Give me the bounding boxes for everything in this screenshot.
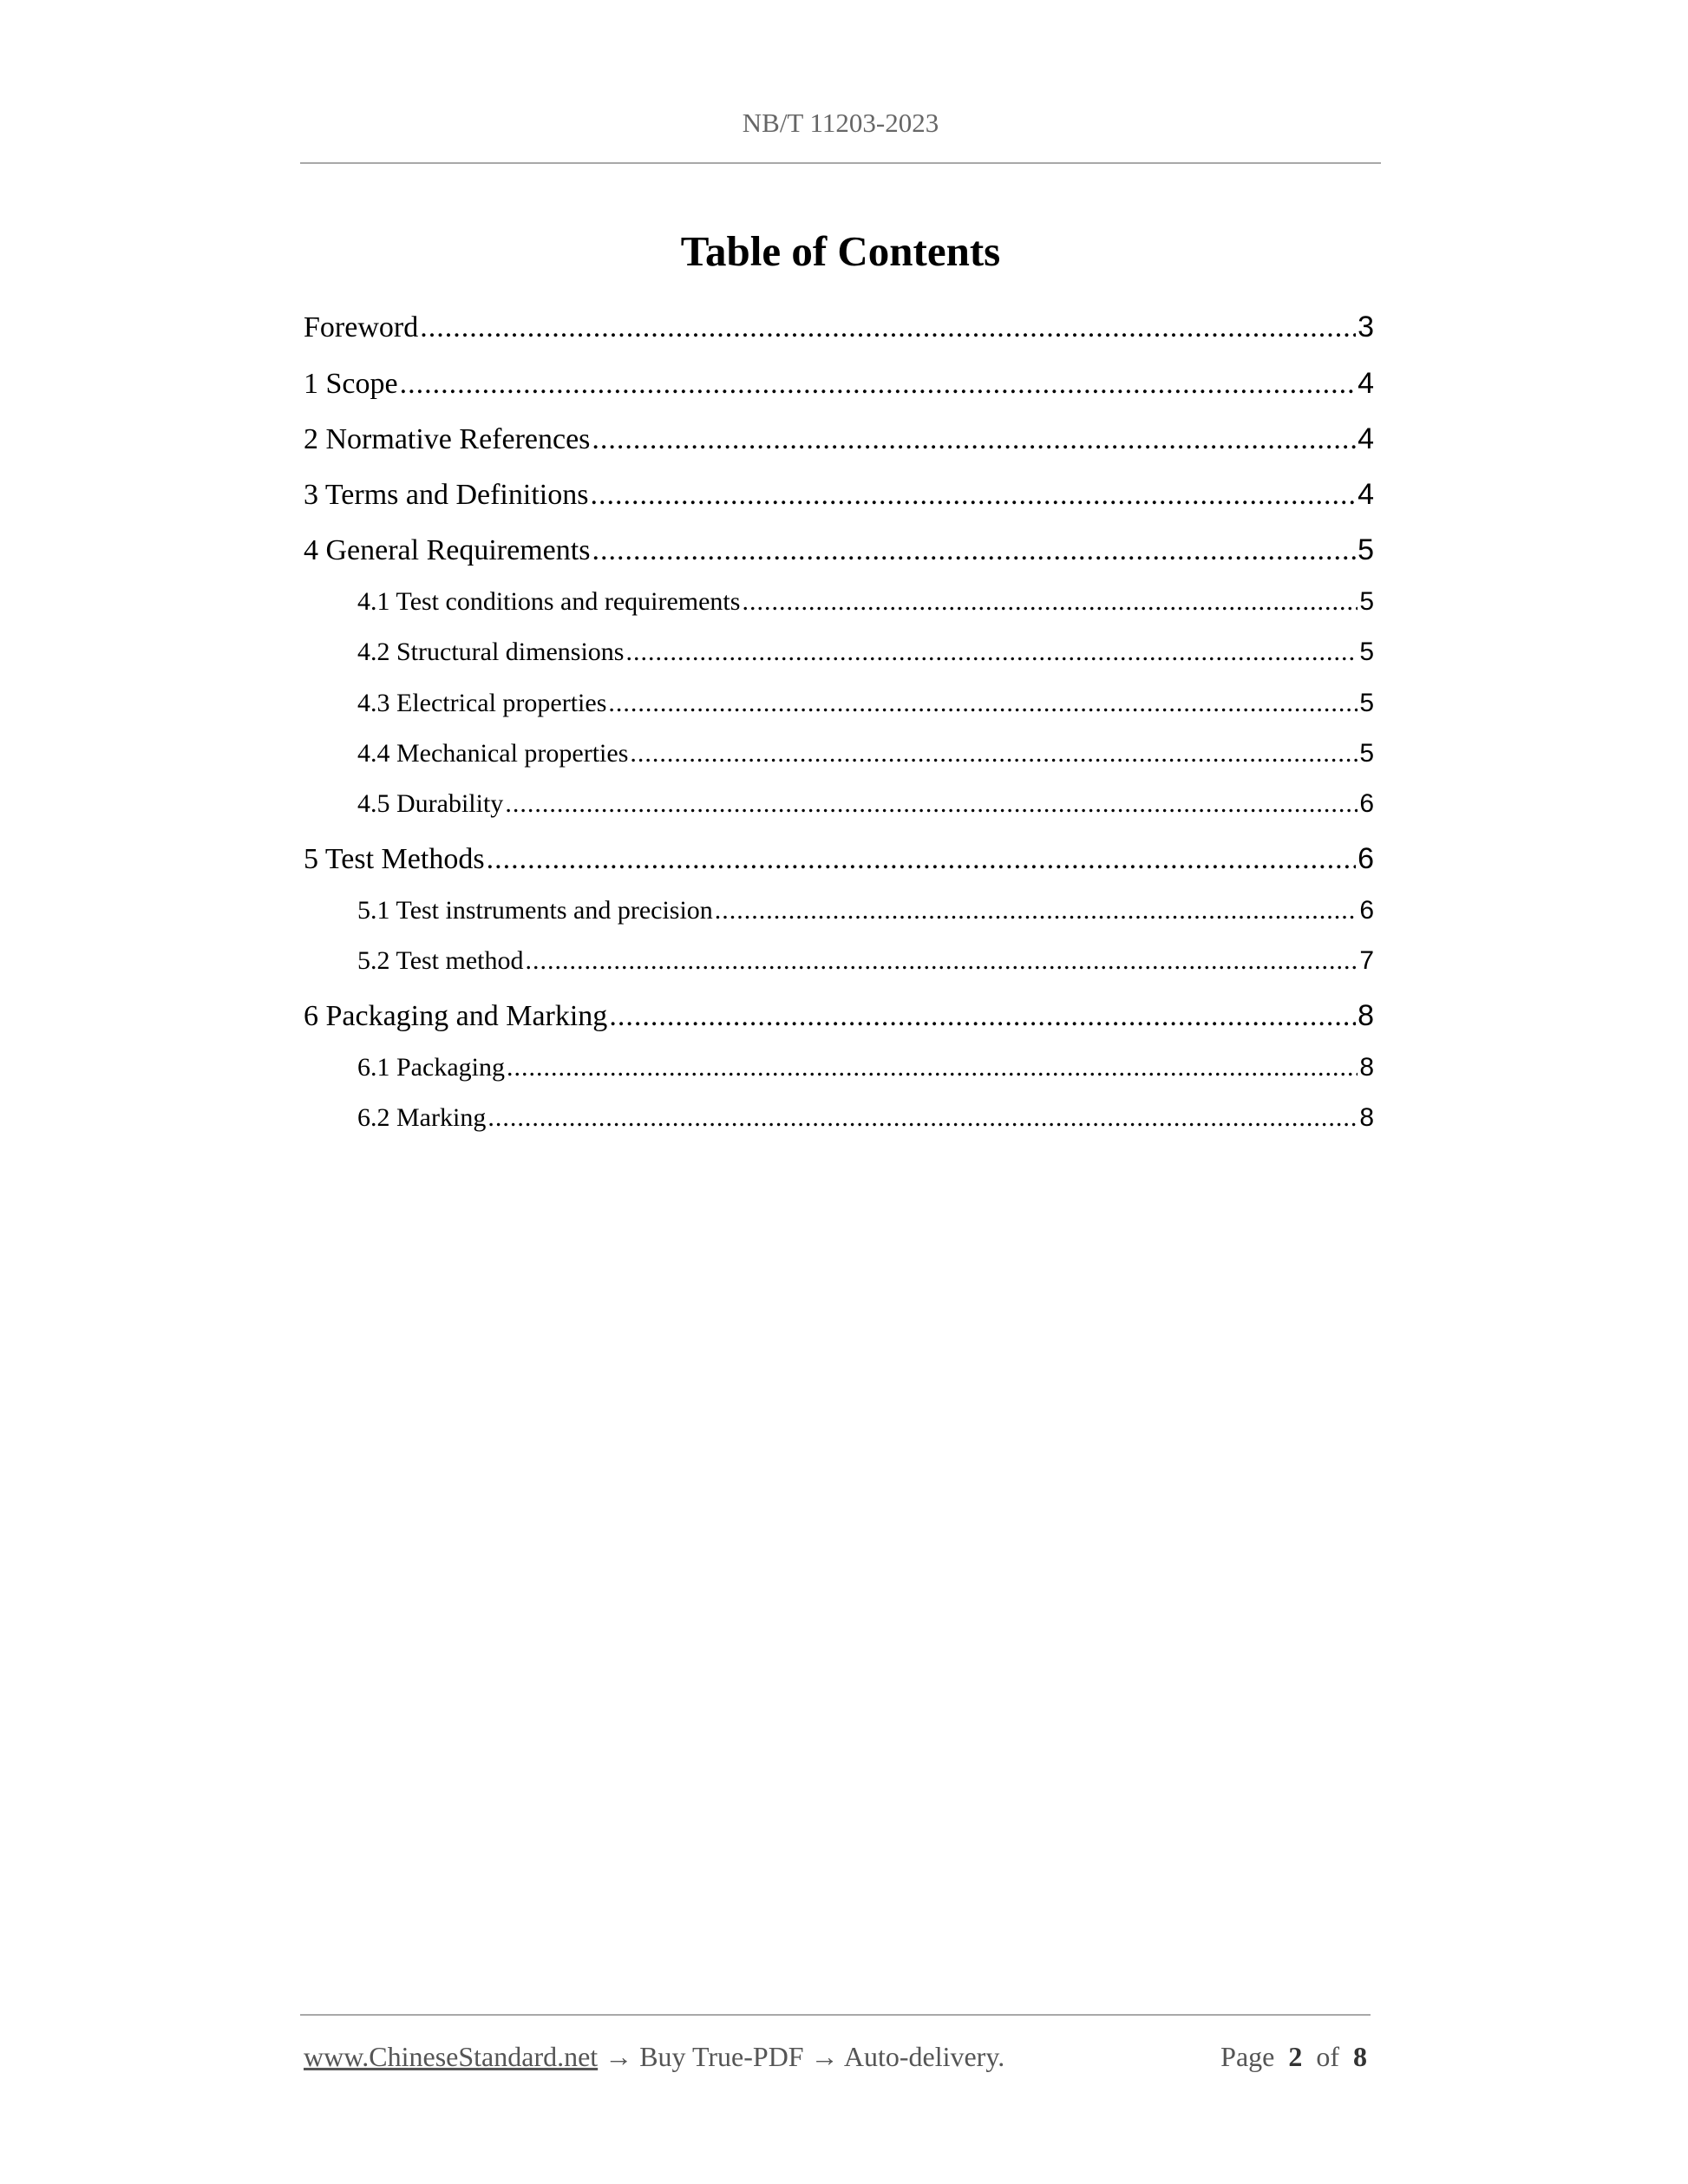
dot-leader xyxy=(742,585,1358,619)
toc-entry-page: 8 xyxy=(1359,1053,1374,1082)
dot-leader xyxy=(400,365,1356,403)
toc-entry-page: 6 xyxy=(1359,789,1374,818)
toc-entry-label: 5.2 Test method xyxy=(357,946,524,975)
toc-entry-label: 4.2 Structural dimensions xyxy=(357,638,625,666)
toc-title: Table of Contents xyxy=(680,227,1001,275)
dot-leader xyxy=(505,787,1358,821)
page-number xyxy=(1220,2037,1367,2076)
header-divider xyxy=(300,162,1381,164)
buy-text: Buy True-PDF xyxy=(639,2041,804,2072)
dot-leader xyxy=(592,421,1356,459)
toc-entry-page: 5 xyxy=(1358,533,1374,566)
dot-leader xyxy=(630,736,1358,771)
toc-entry-page: 8 xyxy=(1359,1103,1374,1132)
toc-entry-label: 2 Normative References xyxy=(304,423,591,455)
toc-entry-test-instruments[interactable] xyxy=(357,893,1374,928)
footer-divider xyxy=(300,2014,1371,2016)
toc-entry-label: 4.3 Electrical properties xyxy=(357,689,607,717)
toc-entry-label: Foreword xyxy=(304,311,419,343)
toc-entry-test-method[interactable] xyxy=(357,944,1374,978)
toc-entry-mechanical-properties[interactable] xyxy=(357,736,1374,771)
toc-entry-packaging-marking[interactable] xyxy=(304,997,1374,1036)
toc-entry-page: 7 xyxy=(1359,946,1374,975)
toc-entry-label: 5.1 Test instruments and precision xyxy=(357,896,713,925)
page-footer xyxy=(304,2037,1371,2076)
toc-entry-page: 6 xyxy=(1359,896,1374,925)
toc-entry-page: 5 xyxy=(1359,739,1374,768)
toc-entry-test-conditions[interactable] xyxy=(357,585,1374,619)
footer-promo xyxy=(304,2037,1004,2076)
current-page: 2 xyxy=(1288,2041,1303,2072)
toc-entry-foreword[interactable] xyxy=(304,308,1374,347)
toc-entry-durability[interactable] xyxy=(357,787,1374,821)
toc-entry-page: 5 xyxy=(1359,689,1374,717)
toc-entry-test-methods[interactable] xyxy=(304,840,1374,879)
toc-entry-electrical-properties[interactable] xyxy=(357,686,1374,721)
toc-entry-page: 4 xyxy=(1358,367,1374,400)
toc-entry-label: 4.1 Test conditions and requirements xyxy=(357,587,741,616)
dot-leader xyxy=(715,893,1358,928)
arrow-right-icon: → xyxy=(605,2041,633,2072)
dot-leader xyxy=(526,944,1358,978)
dot-leader xyxy=(420,309,1356,347)
toc-entry-label: 4.5 Durability xyxy=(357,789,504,818)
toc-entry-scope[interactable] xyxy=(304,364,1374,403)
of-word: of xyxy=(1316,2041,1339,2072)
toc-entry-label: 6.1 Packaging xyxy=(357,1053,505,1082)
running-header: NB/T 11203-2023 xyxy=(742,108,939,138)
delivery-text: Auto-delivery. xyxy=(843,2041,1005,2072)
total-pages: 8 xyxy=(1353,2041,1367,2072)
toc-entry-page: 5 xyxy=(1359,638,1374,666)
toc-entry-structural-dimensions[interactable] xyxy=(357,635,1374,670)
toc-entry-packaging[interactable] xyxy=(357,1050,1374,1085)
dot-leader xyxy=(487,1101,1358,1135)
toc-entry-marking[interactable] xyxy=(357,1101,1374,1135)
toc-entry-label: 4 General Requirements xyxy=(304,534,591,566)
dot-leader xyxy=(592,532,1356,570)
toc-entry-page: 4 xyxy=(1358,422,1374,455)
dot-leader xyxy=(608,686,1358,721)
toc-entry-label: 4.4 Mechanical properties xyxy=(357,739,629,768)
toc-entry-label: 1 Scope xyxy=(304,368,398,400)
toc-entry-page: 5 xyxy=(1359,587,1374,616)
toc-entry-page: 8 xyxy=(1358,999,1374,1032)
dot-leader xyxy=(609,997,1356,1036)
page-word: Page xyxy=(1220,2041,1275,2072)
toc-entry-label: 3 Terms and Definitions xyxy=(304,479,589,511)
toc-entry-label: 6.2 Marking xyxy=(357,1103,487,1132)
dot-leader xyxy=(590,476,1356,514)
dot-leader xyxy=(625,635,1358,670)
dot-leader xyxy=(487,840,1357,879)
toc-entry-page: 3 xyxy=(1358,311,1374,343)
toc-entry-label: 5 Test Methods xyxy=(304,843,485,875)
toc-entry-page: 6 xyxy=(1358,842,1374,875)
toc-entry-terms-definitions[interactable] xyxy=(304,475,1374,514)
arrow-right-icon: → xyxy=(810,2041,839,2072)
toc-entry-general-requirements[interactable] xyxy=(304,531,1374,570)
toc-entry-label: 6 Packaging and Marking xyxy=(304,1000,608,1032)
site-link[interactable]: www.ChineseStandard.net xyxy=(304,2041,599,2072)
toc-entry-page: 4 xyxy=(1358,478,1374,511)
toc-entry-normative-references[interactable] xyxy=(304,420,1374,459)
dot-leader xyxy=(507,1050,1358,1085)
